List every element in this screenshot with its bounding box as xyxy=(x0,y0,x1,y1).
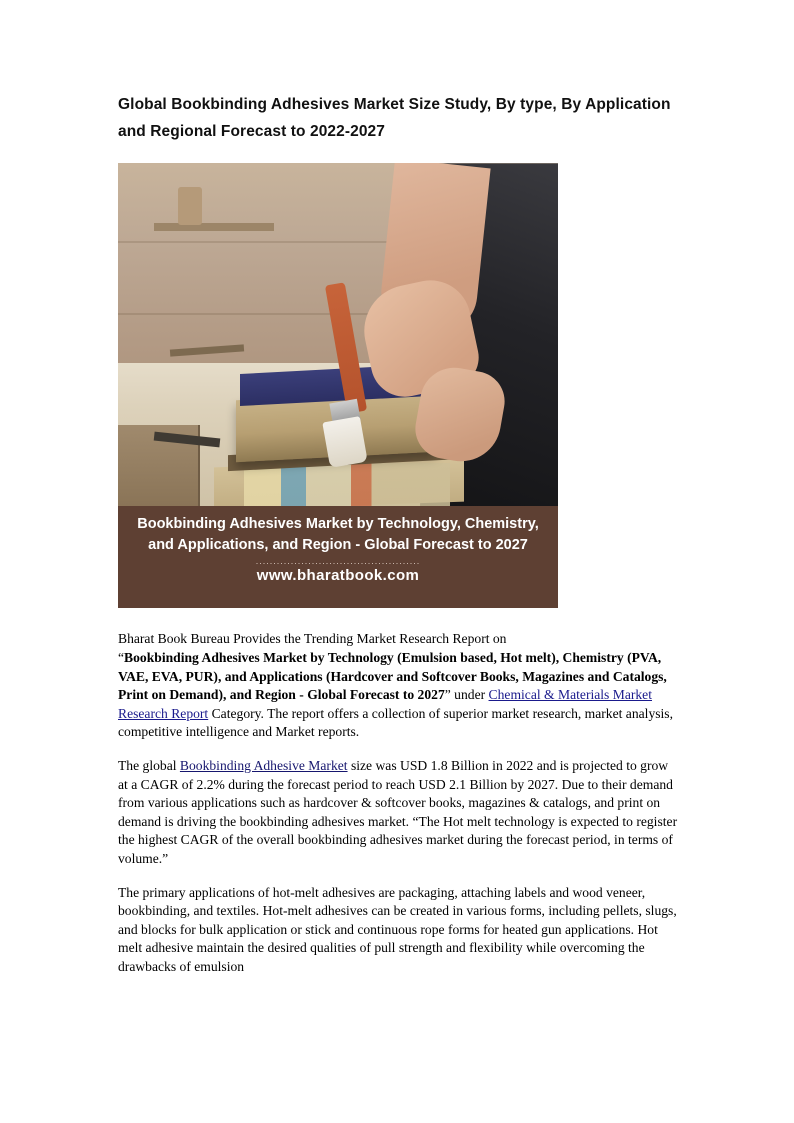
quote-close: ” under xyxy=(444,687,489,703)
photo-brush-bristles xyxy=(322,416,367,468)
intro-lead: Bharat Book Bureau Provides the Trending Market Research Report on xyxy=(118,631,507,647)
document-content xyxy=(118,92,680,977)
cover-caption-website: www.bharatbook.com xyxy=(256,567,420,585)
market-lead: The global xyxy=(118,757,180,773)
photo-shelf xyxy=(154,223,274,231)
cover-caption-title: Bookbinding Adhesives Market by Technology, Chemistry, and Applications, and Region - Global Forecast to 2027 xyxy=(137,516,539,553)
report-cover-figure xyxy=(118,163,558,608)
category-link[interactable]: Chemical & Materials Market Research Report xyxy=(118,687,652,721)
paragraph-intro xyxy=(118,630,680,742)
photo-bottle xyxy=(178,187,202,225)
cover-photo xyxy=(118,163,558,506)
cover-caption xyxy=(118,506,558,608)
page-title: Global Bookbinding Adhesives Market Size Study, By type, By Application and Regional Forecast to 2022-2027 xyxy=(118,96,671,140)
quote-open: “ xyxy=(118,649,125,665)
market-tail: size was USD 1.8 Billion in 2022 and is projected to grow at a CAGR of 2.2% during the forecast period to reach USD 2.1 Billion by 2027. Due to their demand from various applications such as hardcover & softcover books, magazines & catalogs, and print on demand is driving the bookbinding adhesives market. “The Hot melt technology is expected to register the highest CAGR of the overall bookbinding adhesives market during the forecast period, in terms of volume.” xyxy=(118,757,678,867)
report-name-bold: Bookbinding Adhesives Market by Technology (Emulsion based, Hot melt), Chemistry (PVA, VAE, EVA, PUR), and Applications (Hardcover and Softcover Books, Magazines and Catalogs, Print on Demand), and Region - Global Forecast to 2027 xyxy=(118,649,667,703)
market-link[interactable]: Bookbinding Adhesive Market xyxy=(179,757,348,773)
intro-tail: Category. The report offers a collection of superior market research, market analysis, competitive intelligence and Market reports. xyxy=(118,705,673,740)
paragraph-market-size xyxy=(118,757,680,869)
paragraph-applications: The primary applications of hot-melt adhesives are packaging, attaching labels and wood veneer, bookbinding, and textiles. Hot-melt adhesives can be created in various forms, including pellets, slugs, and blocks for bulk application or stick and continuous rope forms for heated gun applications. Hot melt adhesive maintain the desired qualities of pull strength and flexibility while overcoming the drawbacks of emulsion xyxy=(118,884,677,975)
photo-color-strip xyxy=(244,463,450,506)
cover-caption-divider: ............................................... xyxy=(255,556,421,567)
